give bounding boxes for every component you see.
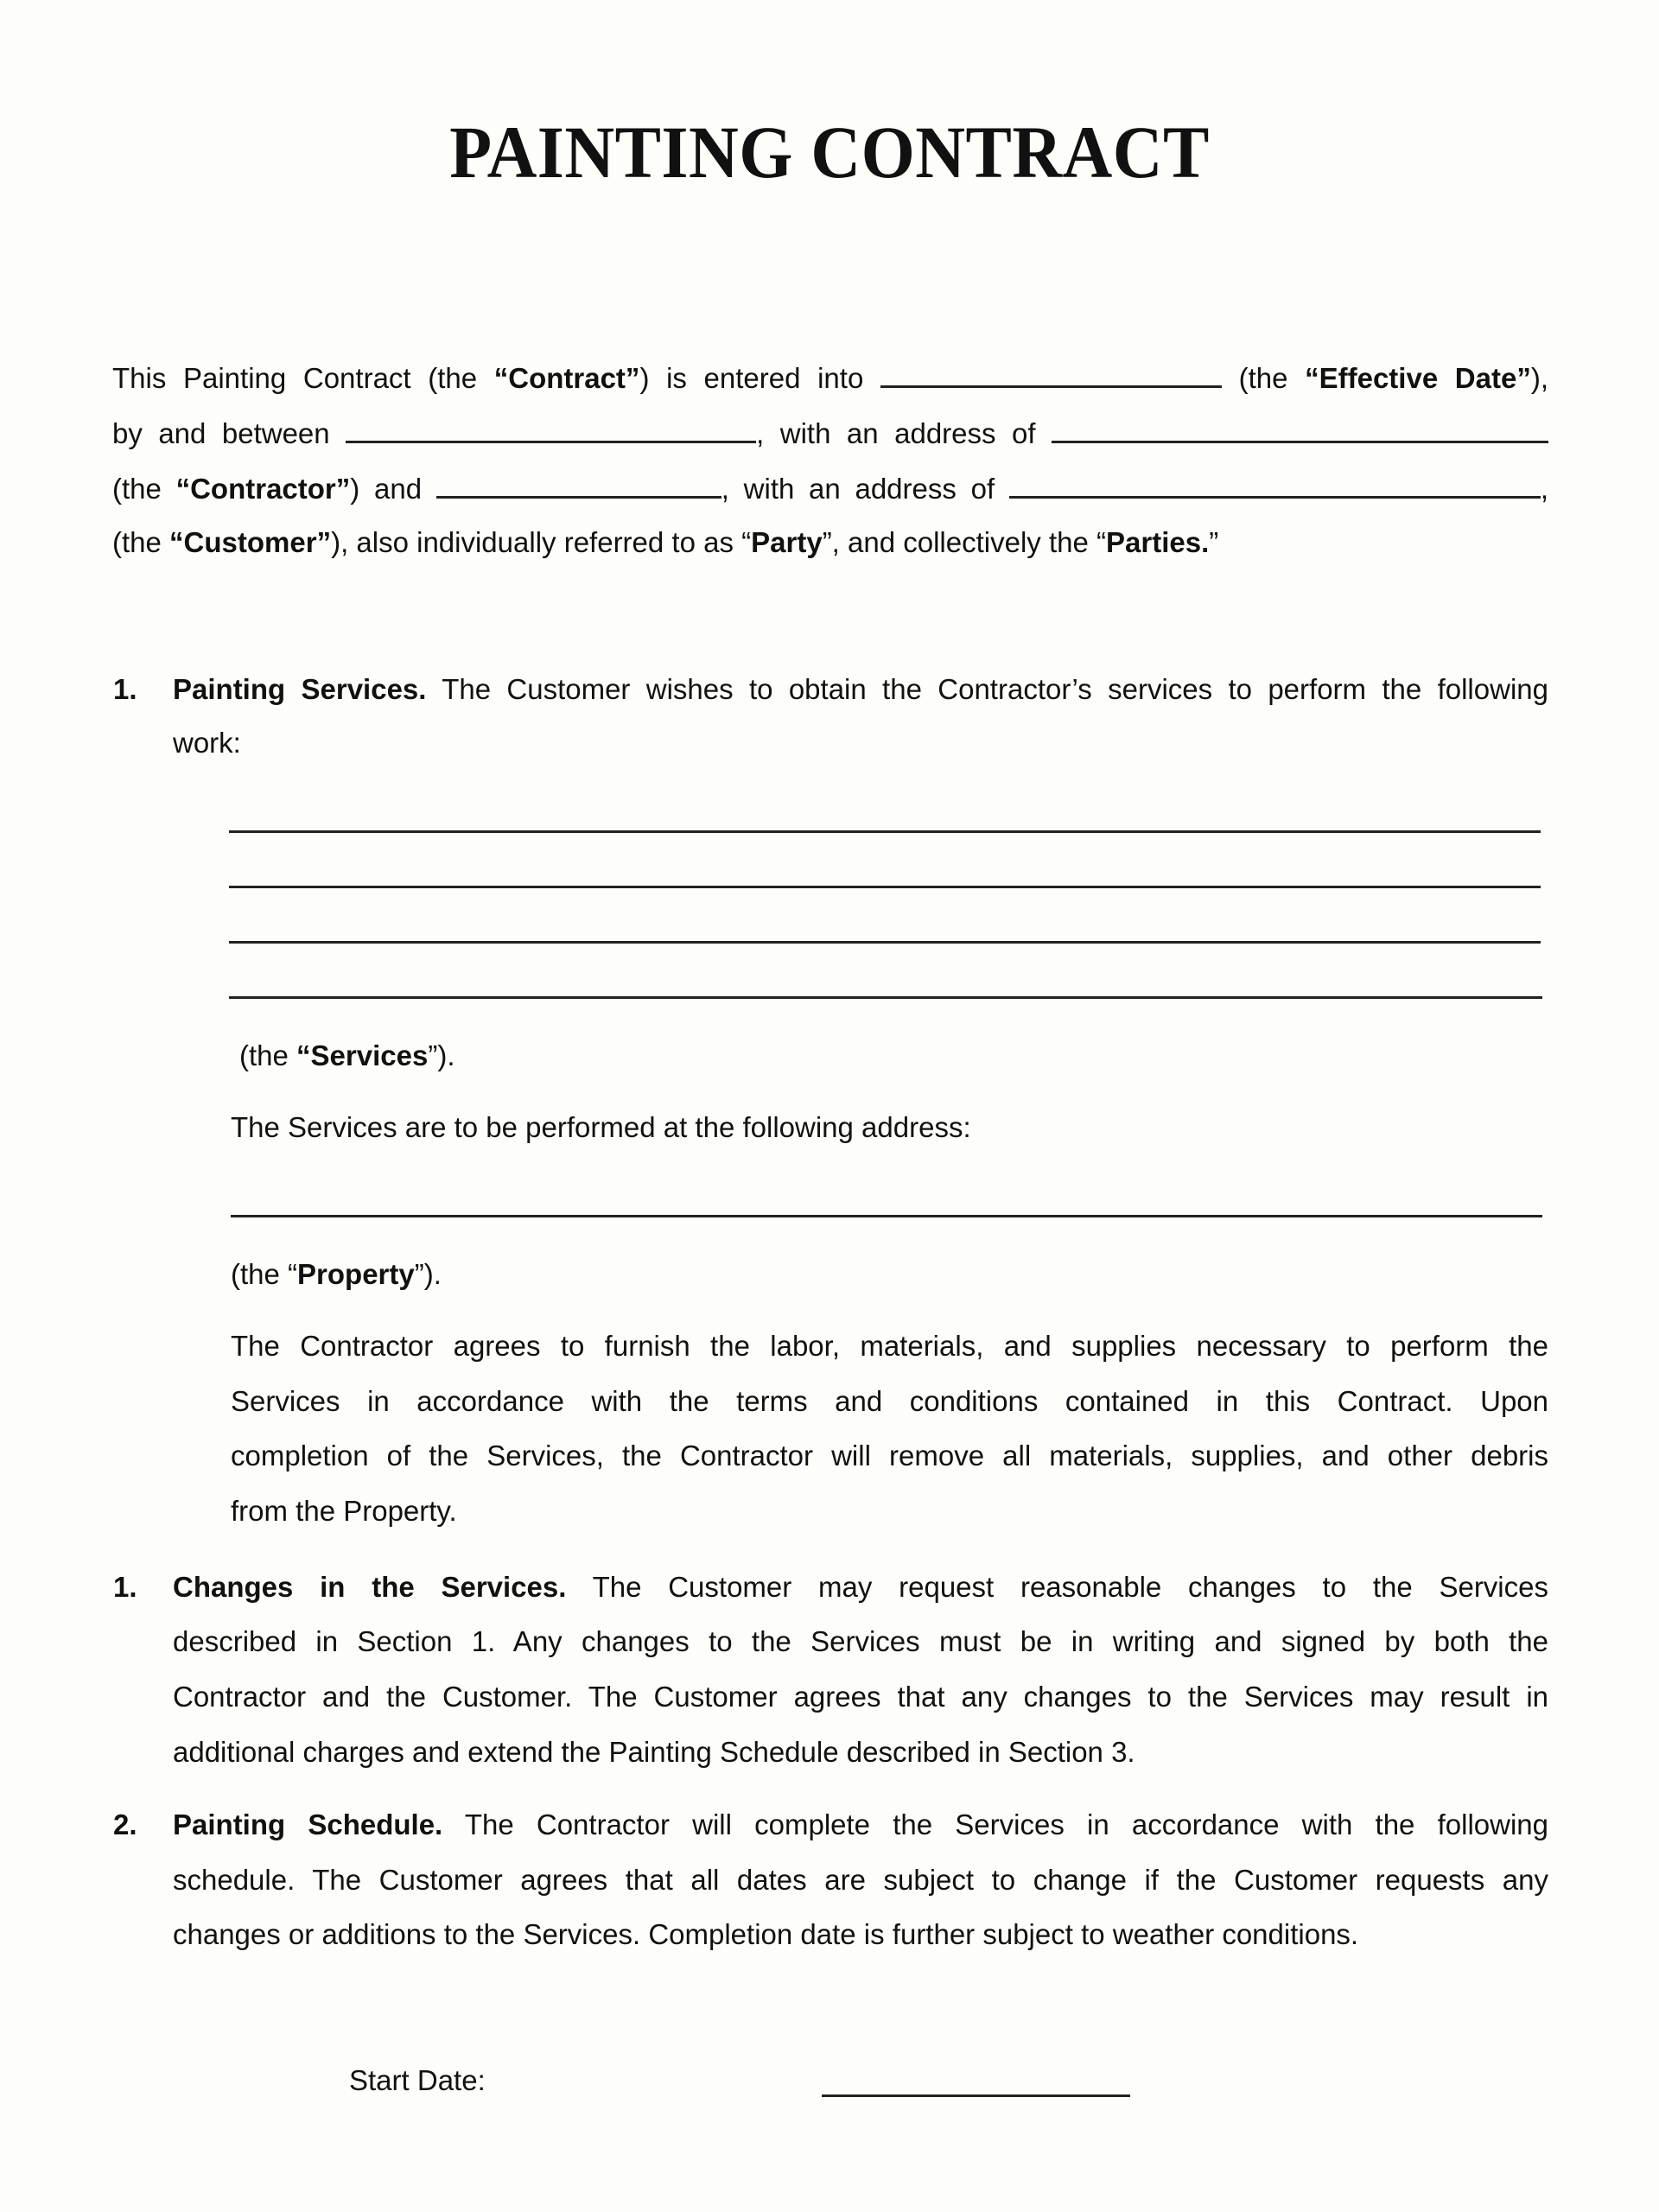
property-definition: (the “Property”). xyxy=(231,1258,442,1290)
start-date-label: Start Date: xyxy=(349,2064,486,2096)
property-address-field[interactable] xyxy=(231,1215,1542,1217)
effective-date-field[interactable] xyxy=(880,359,1222,388)
document-title: PAINTING CONTRACT xyxy=(449,111,1210,194)
services-description-line-1[interactable] xyxy=(229,830,1541,833)
section-2-line-1: Changes in the Services. The Customer may request reasonable changes to the Services xyxy=(173,1571,1548,1603)
section-1-heading: Painting Services. xyxy=(173,673,427,705)
section-1-number: 1. xyxy=(113,673,137,705)
section-1-line-2: work: xyxy=(173,727,241,759)
contractor-name-field[interactable] xyxy=(346,415,756,443)
section-3-number: 2. xyxy=(113,1808,137,1840)
intro-line-4: (the “Customer”), also individually referred to as “Party”, and collectively the “Parties.” xyxy=(112,526,1219,558)
section-2-heading: Changes in the Services. xyxy=(173,1571,567,1603)
contractor-address-field[interactable] xyxy=(1052,415,1548,443)
term-contract: “Contract” xyxy=(493,362,640,394)
section-1-paragraph-line-3: completion of the Services, the Contractor will remove all materials, supplies, and other debris xyxy=(231,1440,1548,1471)
section-3-line-3: changes or additions to the Services. Completion date is further subject to weather conditions. xyxy=(173,1918,1359,1950)
intro-line-3: (the “Contractor”) and , with an address of , xyxy=(112,470,1548,506)
term-party: Party xyxy=(751,526,823,558)
section-2-line-2: described in Section 1. Any changes to the Services must be in writing and signed by both the xyxy=(173,1625,1548,1657)
term-services: “Services xyxy=(296,1039,429,1071)
term-contractor: “Contractor” xyxy=(175,473,351,505)
term-effective-date: “Effective Date” xyxy=(1305,362,1531,394)
services-description-line-3[interactable] xyxy=(229,941,1541,944)
section-2-number: 1. xyxy=(113,1571,137,1603)
section-3-line-2: schedule. The Customer agrees that all dates are subject to change if the Customer requests any xyxy=(173,1864,1548,1896)
term-parties: Parties. xyxy=(1106,526,1210,558)
section-2-line-3: Contractor and the Customer. The Customer agrees that any changes to the Services may result in xyxy=(173,1681,1548,1713)
property-address-intro: The Services are to be performed at the following address: xyxy=(231,1111,971,1143)
services-description-line-2[interactable] xyxy=(229,886,1541,888)
section-1-paragraph-line-1: The Contractor agrees to furnish the labor, materials, and supplies necessary to perform the xyxy=(231,1330,1548,1362)
start-date-field[interactable] xyxy=(822,2094,1130,2097)
section-1-paragraph-line-4: from the Property. xyxy=(231,1495,457,1527)
section-3-line-1: Painting Schedule. The Contractor will complete the Services in accordance with the following xyxy=(173,1808,1548,1840)
term-customer: “Customer” xyxy=(169,526,332,558)
intro-line-2: by and between , with an address of xyxy=(112,415,1548,451)
section-1-paragraph-line-2: Services in accordance with the terms and conditions contained in this Contract. Upon xyxy=(231,1385,1548,1417)
services-definition: (the “Services”). xyxy=(239,1039,455,1071)
section-1-line-1: Painting Services. The Customer wishes to obtain the Contractor’s services to perform the following xyxy=(173,673,1548,705)
intro-line-1: This Painting Contract (the “Contract”) is entered into (the “Effective Date”), xyxy=(112,359,1548,396)
section-3-heading: Painting Schedule. xyxy=(173,1808,443,1840)
customer-address-field[interactable] xyxy=(1009,470,1541,499)
customer-name-field[interactable] xyxy=(436,470,721,499)
term-property: Property xyxy=(297,1258,415,1290)
section-2-line-4: additional charges and extend the Painting Schedule described in Section 3. xyxy=(173,1736,1135,1768)
services-description-line-4[interactable] xyxy=(229,996,1542,999)
